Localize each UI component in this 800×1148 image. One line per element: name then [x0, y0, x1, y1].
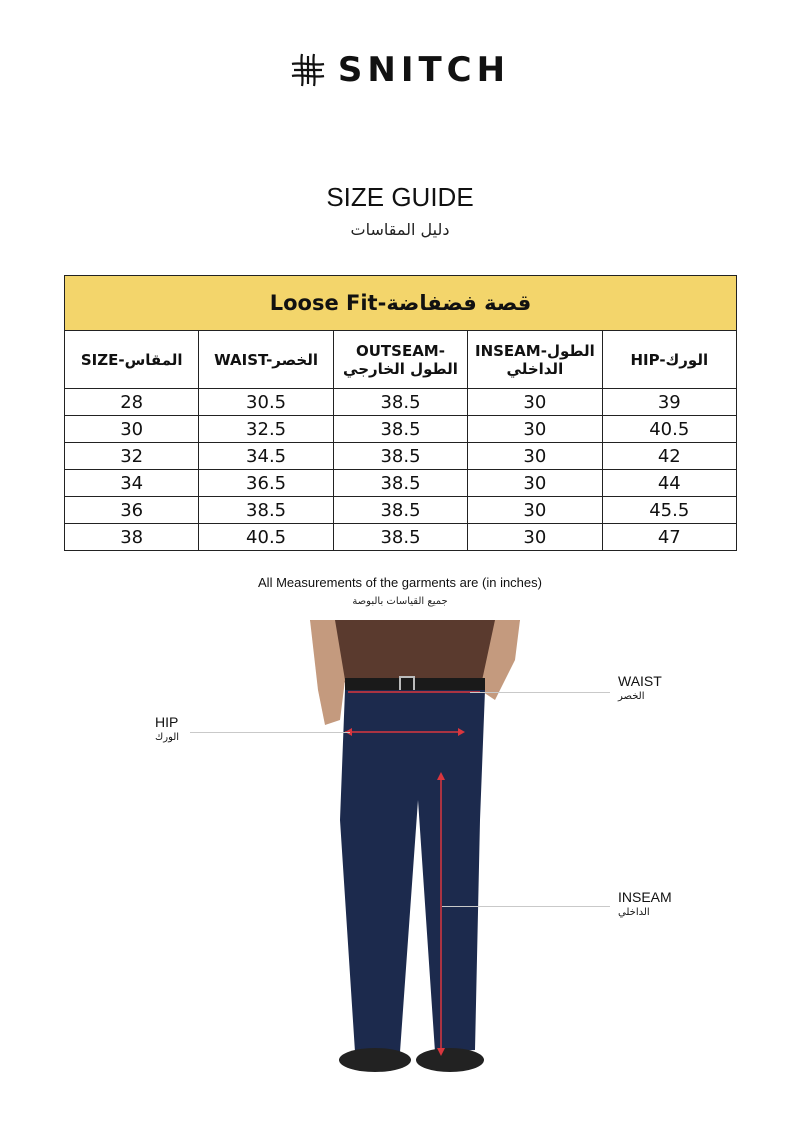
hip-guide-line: [190, 732, 350, 733]
left-shoe-shape: [339, 1048, 411, 1072]
waist-label-arabic: الخصر: [618, 691, 645, 702]
cell-hip: 39: [602, 389, 736, 416]
cell-waist: 34.5: [199, 443, 333, 470]
cell-waist: 40.5: [199, 524, 333, 551]
cell-inseam: 30: [468, 524, 602, 551]
cell-hip: 42: [602, 443, 736, 470]
column-header-size: SIZE-المقاس: [65, 331, 199, 389]
right-shoe-shape: [416, 1048, 484, 1072]
cell-hip: 47: [602, 524, 736, 551]
cell-hip: 44: [602, 470, 736, 497]
cell-outseam: 38.5: [333, 497, 467, 524]
size-table: [64, 275, 737, 551]
page-subtitle: دليل المقاسات: [350, 220, 450, 239]
cell-inseam: 30: [468, 416, 602, 443]
hip-label-arabic: الورك: [155, 732, 180, 743]
table-row: [65, 443, 737, 470]
fit-title: Loose Fit-قصة فضفاضة: [65, 276, 737, 331]
cell-size: 36: [65, 497, 199, 524]
cell-hip: 40.5: [602, 416, 736, 443]
hip-callout: [155, 714, 179, 743]
cell-waist: 36.5: [199, 470, 333, 497]
brand-logo: [0, 50, 800, 90]
hash-grid-logo-icon: [290, 52, 326, 88]
column-header-inseam: INSEAM-الطول الداخلي: [468, 331, 602, 389]
cell-hip: 45.5: [602, 497, 736, 524]
inseam-guide-line: [442, 906, 610, 907]
table-row: [65, 470, 737, 497]
cell-inseam: 30: [468, 497, 602, 524]
model-jeans-illustration: [300, 620, 530, 1080]
cell-size: 32: [65, 443, 199, 470]
table-row: [65, 416, 737, 443]
cell-size: 34: [65, 470, 199, 497]
column-header-outseam: OUTSEAM- الطول الخارجي: [333, 331, 467, 389]
measurement-note-arabic: جميع القياسات بالبوصة: [352, 596, 448, 607]
cell-waist: 38.5: [199, 497, 333, 524]
table-row: [65, 524, 737, 551]
cell-outseam: 38.5: [333, 470, 467, 497]
column-header-hip: HIP-الورك: [602, 331, 736, 389]
hip-label: HIP: [155, 714, 179, 730]
cell-outseam: 38.5: [333, 443, 467, 470]
cell-outseam: 38.5: [333, 524, 467, 551]
cell-waist: 32.5: [199, 416, 333, 443]
table-row: [65, 389, 737, 416]
cell-waist: 30.5: [199, 389, 333, 416]
page-title: SIZE GUIDE: [326, 182, 474, 212]
jeans-shape: [340, 690, 485, 1052]
cell-size: 28: [65, 389, 199, 416]
cell-outseam: 38.5: [333, 389, 467, 416]
waist-guide-line: [470, 692, 610, 693]
table-header-row: [65, 331, 737, 389]
cell-inseam: 30: [468, 443, 602, 470]
inseam-label-arabic: الداخلي: [618, 907, 650, 918]
cell-inseam: 30: [468, 389, 602, 416]
inseam-callout: [618, 889, 672, 918]
cell-outseam: 38.5: [333, 416, 467, 443]
cell-inseam: 30: [468, 470, 602, 497]
waist-callout: [618, 673, 662, 702]
table-row: [65, 497, 737, 524]
brand-name: SNITCH: [337, 50, 511, 90]
cell-size: 38: [65, 524, 199, 551]
waist-label: WAIST: [618, 673, 662, 689]
column-header-waist: WAIST-الخصر: [199, 331, 333, 389]
inseam-label: INSEAM: [618, 889, 672, 905]
measurement-note: All Measurements of the garments are (in inches): [258, 575, 542, 590]
cell-size: 30: [65, 416, 199, 443]
